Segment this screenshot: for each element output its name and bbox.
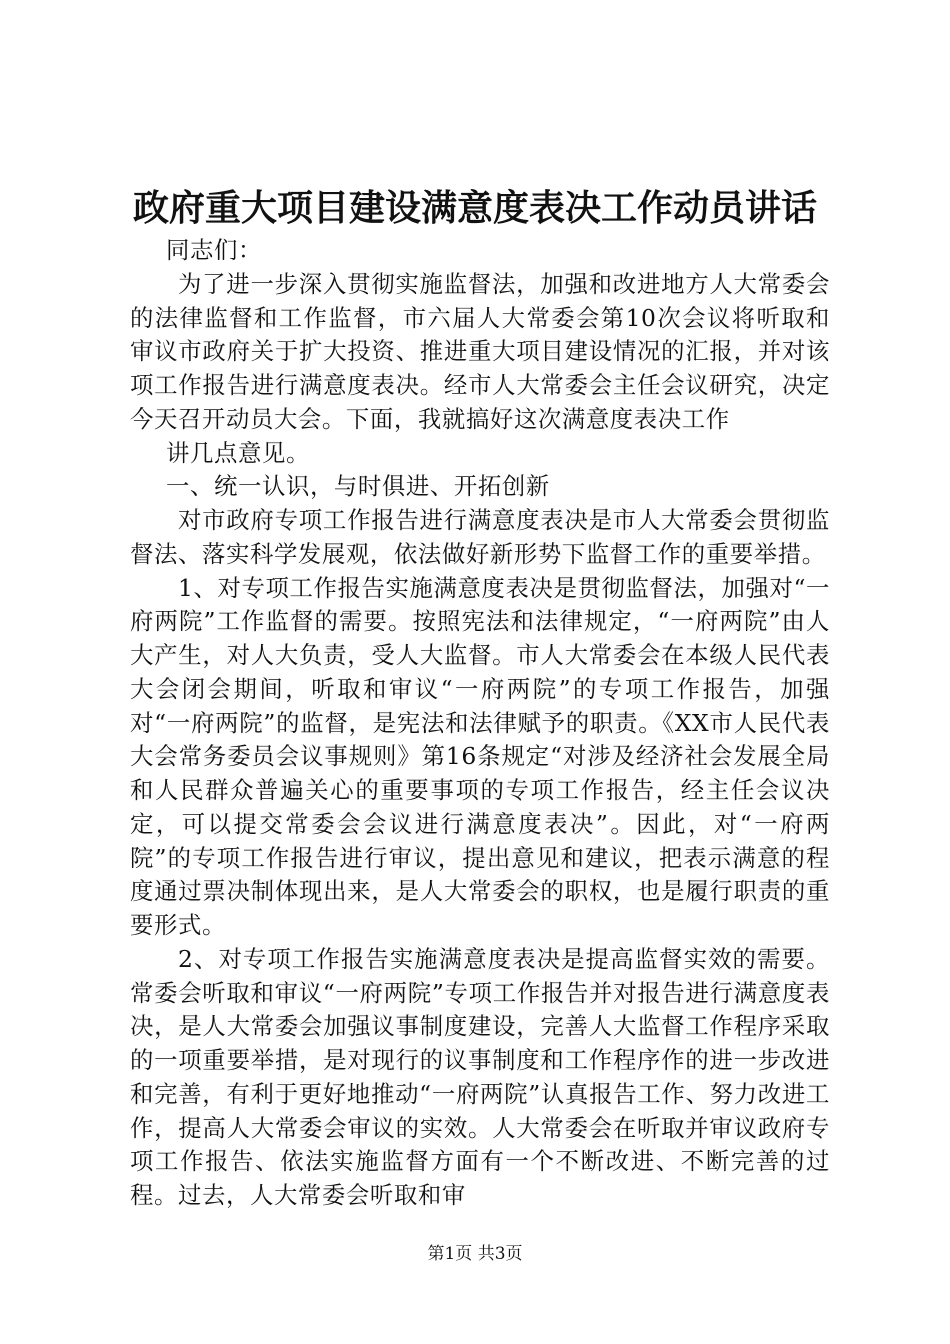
document-body	[130, 234, 830, 1213]
intro-continuation-paragraph: 讲几点意见。	[166, 438, 310, 467]
document-title: 政府重大项目建设满意度表决工作动员讲话	[132, 187, 817, 229]
point-2-paragraph: 2、对专项工作报告实施满意度表决是提高监督实效的需要。常委会听取和审议“一府两院”专项工作报告并对报告进行满意度表决，是人大常委会加强议事制度建设，完善人大监督工作程序采取的一项重要举措，是对现行的议事制度和工作程序作的进一步改进和完善，有利于更好地推动“一府两院”认真报告工作、努力改进工作，提高人大常委会审议的实效。人大常委会在听取并审议政府专项工作报告、依法实施监督方面有一个不断改进、不断完善的过程。过去，人大常委会听取和审	[130, 944, 830, 1209]
section-intro-paragraph: 对市政府专项工作报告进行满意度表决是市人大常委会贯彻监督法、落实科学发展观，依法做好新形势下监督工作的重要举措。	[130, 506, 830, 568]
intro-paragraph: 为了进一步深入贯彻实施监督法，加强和改进地方人大常委会的法律监督和工作监督，市六届人大常委会第10次会议将听取和审议市政府关于扩大投资、推进重大项目建设情况的汇报，并对该项工作报告进行满意度表决。经市人大常委会主任会议研究，决定今天召开动员大会。下面，我就搞好这次满意度表决工作	[130, 269, 830, 433]
page-footer: 第1页 共3页	[427, 1244, 523, 1264]
point-1-paragraph: 1、对专项工作报告实施满意度表决是贯彻监督法，加强对“一府两院”工作监督的需要。按照宪法和法律规定，“一府两院”由人大产生，对人大负责，受人大监督。市人大常委会在本级人民代表大会闭会期间，听取和审议“一府两院”的专项工作报告，加强对“一府两院”的监督，是宪法和法律赋予的职责。《XX市人民代表大会常务委员会议事规则》第16条规定“对涉及经济社会发展全局和人民群众普遍关心的重要事项的专项工作报告，经主任会议决定，可以提交常委会会议进行满意度表决”。因此，对“一府两院”的专项工作报告进行审议，提出意见和建议，把表示满意的程度通过票决制体现出来，是人大常委会的职权，也是履行职责的重要形式。	[130, 573, 830, 939]
greeting-paragraph: 同志们：	[166, 236, 262, 264]
section-heading: 一、统一认识，与时俱进、开拓创新	[166, 472, 550, 501]
